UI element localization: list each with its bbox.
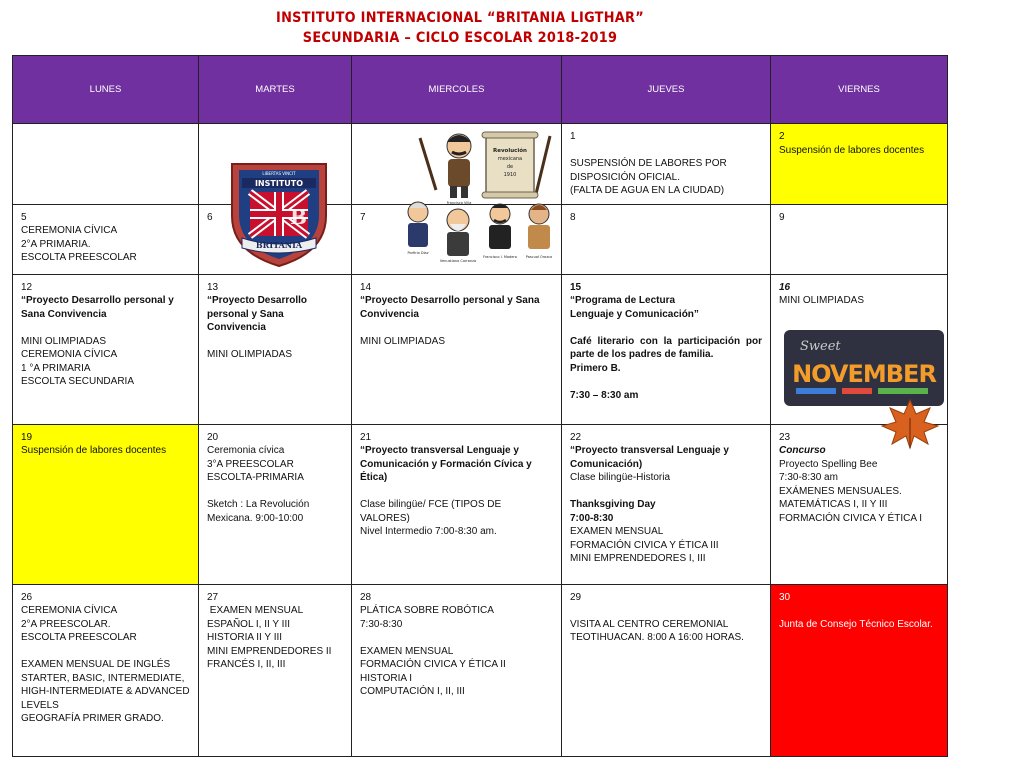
event-text: EXAMEN MENSUAL	[360, 645, 454, 657]
event-text: ESCOLTA-PRIMARIA	[207, 472, 304, 483]
event-text: FRANCÉS I, II, III	[207, 659, 286, 670]
day-cell-14	[352, 274, 562, 424]
britania-shield-logo	[228, 158, 330, 268]
event-title: “Proyecto transversal Lenguaje y Comunicación y Formación Cívica y Ética)	[360, 445, 532, 483]
day-number: 19	[21, 431, 33, 443]
event-text: ESCOLTA SECUNDARIA	[21, 376, 134, 387]
event-text: 2°A PRIMARIA.	[21, 238, 91, 250]
day-number: 26	[21, 591, 33, 603]
svg-text:mexicana: mexicana	[497, 156, 523, 162]
event-text: Junta de Consejo Técnico Escolar.	[779, 618, 933, 630]
event-title: “Programa de Lectura	[570, 295, 676, 306]
svg-text:1910: 1910	[503, 172, 517, 178]
day-cell-26	[13, 584, 199, 756]
event-text: MINI EMPRENDEDORES II	[207, 645, 332, 657]
event-text: EXAMEN MENSUAL	[570, 526, 664, 537]
svg-text:de: de	[506, 164, 514, 170]
svg-text:INSTITUTO: INSTITUTO	[254, 179, 304, 188]
event-title: Thanksgiving Day	[570, 499, 656, 510]
day-cell-19	[13, 424, 199, 584]
event-text: MINI OLIMPIADAS	[360, 335, 446, 347]
event-text: MATEMÁTICAS I, II Y III	[779, 499, 888, 510]
event-title: Lenguaje y Comunicación”	[570, 308, 699, 320]
week-row-4	[13, 424, 948, 584]
event-text: Suspensión de labores docentes	[21, 445, 167, 456]
day-cell-12	[13, 274, 199, 424]
event-title: “Proyecto transversal Lenguaje y Comunicación)	[570, 445, 729, 470]
event-text: TEOTIHUACAN. 8:00 A 16:00 HORAS.	[570, 632, 744, 643]
event-text: Ceremonia cívica	[207, 445, 285, 456]
day-number: 7	[360, 211, 366, 223]
day-number: 16	[779, 281, 791, 293]
day-cell-1	[562, 124, 771, 205]
day-number: 2	[779, 131, 785, 142]
event-text: 2°A PREESCOLAR.	[21, 618, 111, 630]
day-number: 21	[360, 431, 372, 443]
svg-text:Francisco Villa: Francisco Villa	[446, 201, 472, 205]
day-number: 6	[207, 211, 213, 223]
event-text: PLÁTICA SOBRE ROBÓTICA	[360, 605, 494, 616]
svg-text:Revolución: Revolución	[493, 148, 527, 154]
event-text: HISTORIA II Y III	[207, 632, 283, 643]
event-text: Proyecto Spelling Bee	[779, 458, 878, 470]
day-number: 20	[207, 431, 219, 443]
event-text: GEOGRAFÍA PRIMER GRADO.	[21, 713, 164, 724]
day-cell-2	[771, 124, 948, 205]
day-cell-29	[562, 584, 771, 756]
event-text: SUSPENSIÓN DE LABORES POR	[570, 158, 727, 169]
cycle-subtitle: SECUNDARIA – CICLO ESCOLAR 2018-2019	[302, 30, 618, 46]
event-title: “Proyecto Desarrollo personal y Sana Convivencia	[21, 295, 174, 320]
event-text: DISPOSICIÓN OFICIAL.	[570, 171, 681, 183]
event-title: “Proyecto Desarrollo personal y Sana Convivencia	[360, 295, 540, 320]
svg-text:LIBERTAS VINCIT: LIBERTAS VINCIT	[262, 171, 296, 176]
event-text: Clase bilingüe-Historia	[570, 472, 671, 483]
day-number: 12	[21, 281, 33, 293]
event-text: Suspensión de labores docentes	[779, 144, 925, 156]
event-text: ESPAÑOL I, II Y III	[207, 618, 290, 630]
autumn-leaf-icon	[880, 398, 940, 450]
header-lunes: LUNES	[13, 56, 199, 124]
event-text: ESCOLTA PREESCOLAR	[21, 632, 137, 643]
event-text: FORMACIÓN CIVICA Y ÉTICA III	[570, 539, 719, 551]
event-text: CEREMONIA CÍVICA	[21, 349, 118, 360]
day-cell-28	[352, 584, 562, 756]
event-text: HIGH-INTERMEDIATE & ADVANCED LEVELS	[21, 686, 190, 711]
day-number: 8	[570, 211, 576, 223]
event-text: HISTORIA I	[360, 672, 413, 684]
day-cell-21	[352, 424, 562, 584]
header-viernes: VIERNES	[771, 56, 948, 124]
event-text: FORMACIÓN CIVICA Y ÉTICA I	[779, 512, 922, 524]
event-text: Nivel Intermedio 7:00-8:30 am.	[360, 526, 497, 537]
day-number: 9	[779, 211, 785, 223]
day-cell-20	[199, 424, 352, 584]
event-text: EXAMEN MENSUAL	[207, 605, 304, 616]
day-number: 5	[21, 211, 27, 223]
event-text: CEREMONIA CÍVICA	[21, 225, 118, 236]
event-text: CEREMONIA CÍVICA	[21, 605, 118, 616]
event-time: 7:30-8:30	[360, 618, 403, 630]
revolucion-mexicana-illustration	[400, 128, 562, 268]
event-text: FORMACIÓN CIVICA Y ÉTICA II	[360, 659, 506, 670]
day-cell-27	[199, 584, 352, 756]
day-number: 22	[570, 431, 582, 443]
event-text: (FALTA DE AGUA EN LA CIUDAD)	[570, 185, 725, 196]
school-name-title: INSTITUTO INTERNACIONAL “BRITANIA LIGTHAR”	[276, 10, 644, 26]
header-miercoles: MIERCOLES	[352, 56, 562, 124]
day-cell-15	[562, 274, 771, 424]
event-text: MINI OLIMPIADAS	[21, 335, 107, 347]
day-cell-9	[771, 204, 948, 274]
event-text: Sketch : La Revolución Mexicana. 9:00-10:00	[207, 499, 310, 524]
weekday-header-row	[13, 56, 948, 124]
event-text: EXÁMENES MENSUALES.	[779, 485, 902, 497]
event-title: Concurso	[779, 445, 826, 456]
svg-text:Sweet: Sweet	[800, 339, 841, 354]
event-text: VISITA AL CENTRO CEREMONIAL	[570, 618, 729, 630]
day-number: 13	[207, 281, 219, 293]
event-text: MINI EMPRENDEDORES I, III	[570, 553, 706, 564]
svg-text:Porfirio Díaz: Porfirio Díaz	[407, 251, 429, 255]
header-martes: MARTES	[199, 56, 352, 124]
day-number: 14	[360, 281, 372, 293]
svg-text:BRITANIA: BRITANIA	[255, 240, 303, 250]
event-time: 7:30 – 8:30 am	[570, 389, 639, 401]
event-text: MINI OLIMPIADAS	[779, 295, 865, 306]
day-number: 1	[570, 131, 576, 142]
event-text: STARTER, BASIC, INTERMEDIATE,	[21, 672, 185, 684]
event-title: “Proyecto Desarrollo personal y Sana Convivencia	[207, 295, 308, 333]
day-cell-30	[771, 584, 948, 756]
week-row-5	[13, 584, 948, 756]
event-text: Café literario con la participación por parte de los padres de familia.	[570, 335, 762, 360]
day-number: 27	[207, 591, 219, 603]
event-text: COMPUTACIÓN I, II, III	[360, 686, 465, 697]
sweet-november-graphic	[784, 330, 944, 406]
day-number: 23	[779, 431, 791, 443]
day-number: 28	[360, 591, 372, 603]
svg-text:Venustiano Carranza: Venustiano Carranza	[439, 259, 477, 263]
svg-text:Pascual Orozco: Pascual Orozco	[525, 255, 553, 259]
header-jueves: JUEVES	[562, 56, 771, 124]
day-cell-empty	[13, 124, 199, 205]
day-cell-13	[199, 274, 352, 424]
event-time: 7:30-8:30 am	[779, 472, 838, 483]
event-text: EXAMEN MENSUAL DE INGLÉS	[21, 659, 171, 670]
event-text: 3°A PREESCOLAR	[207, 458, 294, 470]
day-number: 30	[779, 591, 791, 603]
day-cell-22	[562, 424, 771, 584]
event-text: MINI OLIMPIADAS	[207, 349, 293, 360]
svg-text:NOVEMBER: NOVEMBER	[792, 360, 936, 388]
event-text: 1 °A PRIMARIA	[21, 362, 91, 374]
svg-text:B: B	[290, 205, 307, 229]
day-cell-8	[562, 204, 771, 274]
svg-text:Francisco I. Madero: Francisco I. Madero	[483, 255, 517, 259]
event-time: 7:00-8:30	[570, 512, 614, 524]
day-cell-5	[13, 204, 199, 274]
day-number: 15	[570, 281, 582, 293]
day-number: 29	[570, 591, 582, 603]
event-text: ESCOLTA PREESCOLAR	[21, 252, 137, 263]
event-text: Primero B.	[570, 362, 621, 374]
event-text: Clase bilingüe/ FCE (TIPOS DE VALORES)	[360, 499, 502, 524]
